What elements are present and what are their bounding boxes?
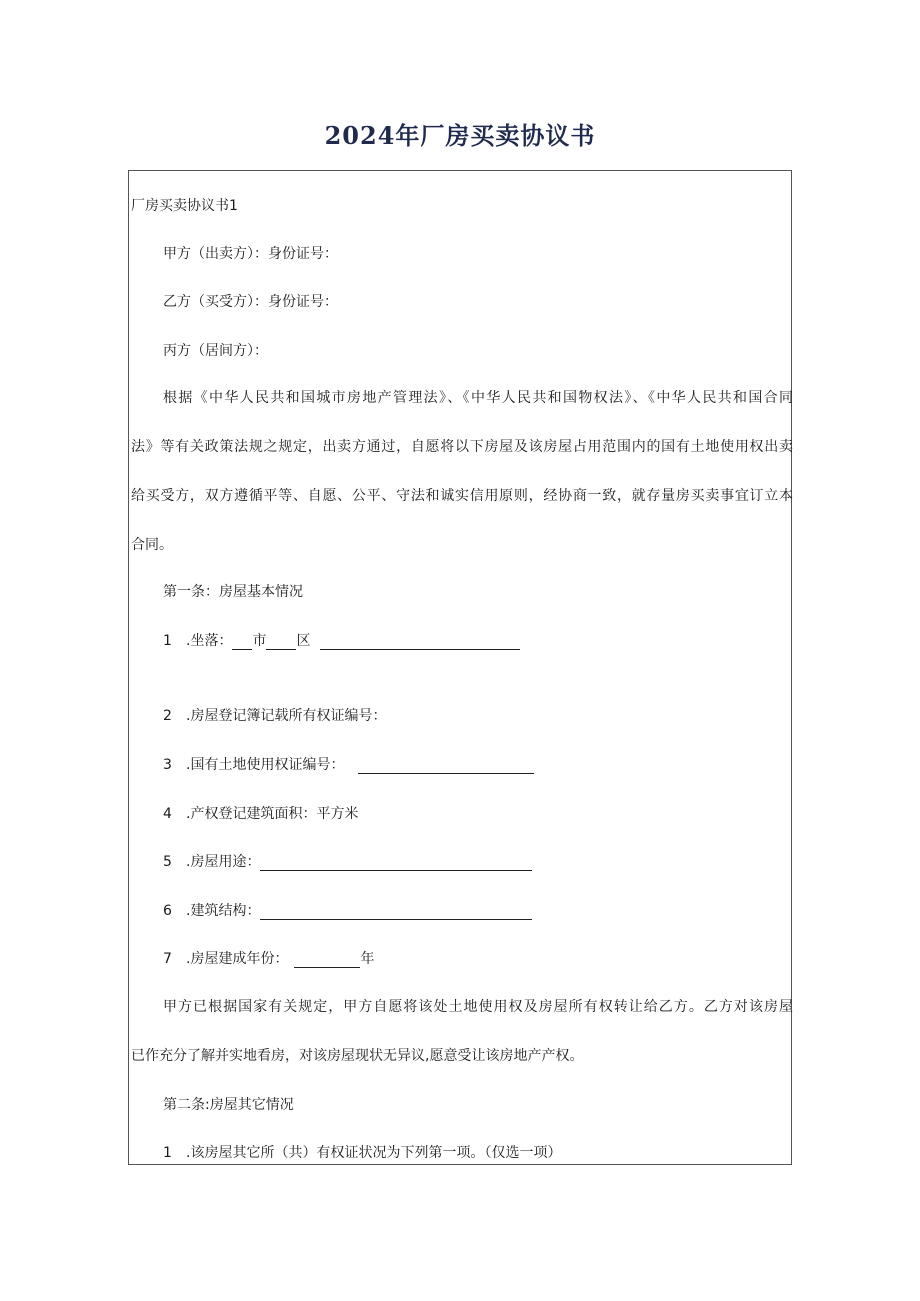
party-c-line: 丙方（居间方）： — [163, 343, 268, 359]
party-b-line: 乙方（买受方）：身份证号： — [163, 294, 338, 310]
transfer-line: 甲方已根据国家有关规定，甲方自愿将该处土地使用权及房屋所有权转让给乙方。乙方对该房屋 — [163, 999, 793, 1015]
preamble-line: 法》等有关政策法规之规定，出卖方通过，自愿将以下房屋及该房屋占用范围内的国有土地使用权出卖 — [131, 439, 793, 455]
land-cert-blank — [358, 759, 534, 774]
ownership-cert-label: .房屋登记簿记载所有权证编号： — [186, 708, 387, 724]
year-suffix: 年 — [360, 951, 375, 967]
structure-blank — [260, 905, 532, 920]
transfer-line: 已作充分了解并实地看房，对该房屋现状无异议,愿意受让该房地产产权。 — [131, 1048, 584, 1064]
party-a-line: 甲方（出卖方）：身份证号： — [163, 246, 338, 262]
item-number: 4 — [163, 806, 172, 822]
article-1-heading: 第一条：房屋基本情况 — [163, 584, 303, 600]
land-cert-line — [186, 756, 534, 774]
location-line — [186, 632, 520, 650]
land-cert-label: .国有土地使用权证编号： — [186, 757, 345, 773]
co-ownership-label: .该房屋其它所（共）有权证状况为下列第一项。（仅选一项） — [186, 1145, 562, 1161]
item-number: 6 — [163, 903, 172, 919]
city-blank — [232, 635, 252, 650]
build-year-line — [186, 950, 374, 968]
usage-label: .房屋用途： — [186, 854, 261, 870]
item-number: 5 — [163, 854, 172, 870]
item-number: 1 — [163, 633, 172, 649]
district-label: 区 — [296, 633, 311, 649]
structure-line — [186, 902, 532, 920]
address-blank — [320, 635, 520, 650]
article-2-heading: 第二条:房屋其它情况 — [163, 1097, 294, 1113]
city-label: 市 — [252, 633, 267, 649]
item-number: 7 — [163, 951, 172, 967]
structure-label: .建筑结构： — [186, 903, 261, 919]
build-year-label: .房屋建成年份： — [186, 951, 289, 967]
item-number: 2 — [163, 708, 172, 724]
preamble-line: 合同。 — [131, 537, 173, 553]
preamble-line: 根据《中华人民共和国城市房地产管理法》、《中华人民共和国物权法》、《中华人民共和国合同 — [163, 390, 793, 406]
floor-area-label: .产权登记建筑面积：平方米 — [186, 806, 359, 822]
section-heading: 厂房买卖协议书1 — [131, 198, 238, 214]
build-year-blank — [294, 953, 360, 968]
item-number: 3 — [163, 757, 172, 773]
preamble-line: 给买受方，双方遵循平等、自愿、公平、守法和诚实信用原则，经协商一致，就存量房买卖事宜订立本 — [131, 488, 793, 504]
document-title: 2024年厂房买卖协议书 — [324, 121, 596, 150]
usage-line — [186, 853, 532, 871]
item-number: 1 — [163, 1145, 172, 1161]
usage-blank — [260, 856, 532, 871]
district-blank — [266, 635, 296, 650]
location-label: .坐落： — [186, 633, 233, 649]
